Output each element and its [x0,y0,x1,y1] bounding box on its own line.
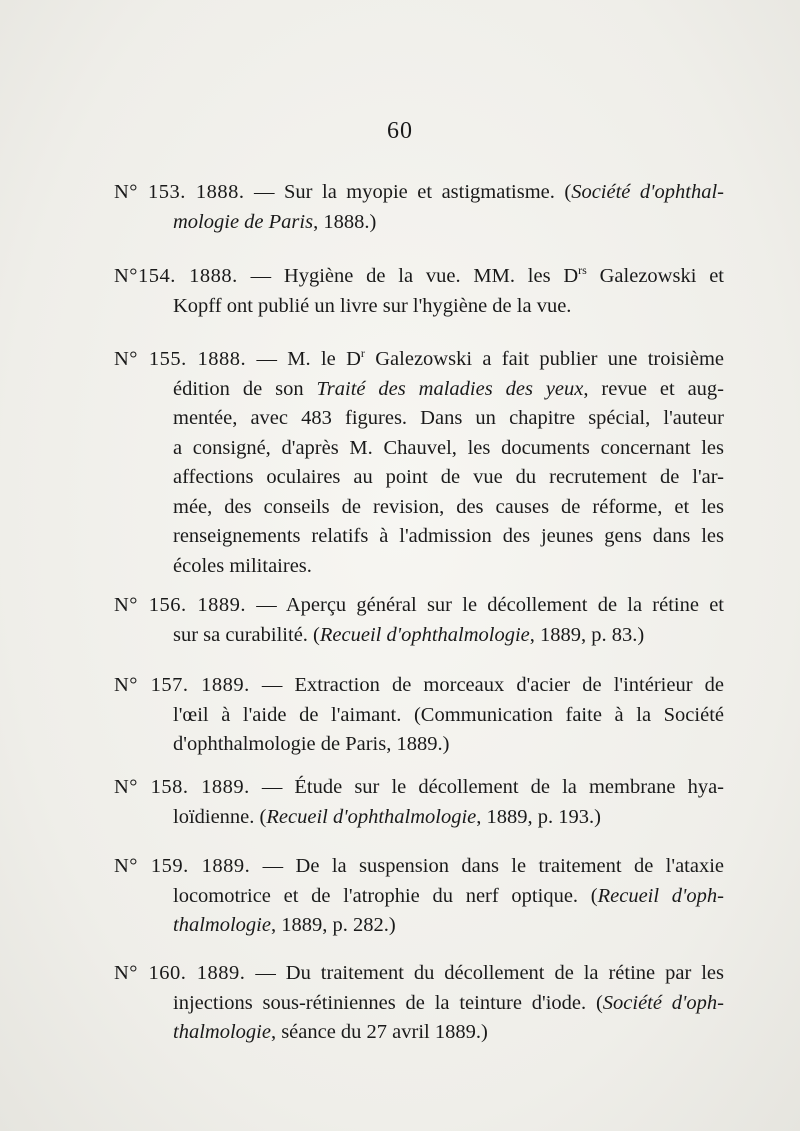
entry-text: — Extraction de morceaux d'acier de l'intérieur de [261,674,724,696]
entry-159-line-2 [114,882,724,912]
entry-italic: thalmologie [173,914,271,936]
entry-number: N° 153. 1888. [114,181,245,203]
entry-text: locomotrice et de l'atrophie du nerf optique. ( [173,884,598,907]
entry-number: N° 159. 1889. [114,855,251,877]
entry-159 [114,852,724,941]
entry-153 [114,178,724,237]
entry-text: Galezowski a fait publier une troisième [364,348,725,370]
entry-153-line-2 [114,208,724,238]
entry-155-line-8: écoles militaires. [173,554,312,577]
entry-text: Galezowski et [586,265,724,287]
entry-text: loïdienne. ( [173,805,267,828]
entry-number: N° 156. 1889. [114,594,246,616]
entry-text: , 1889, p. 282.) [270,914,396,936]
page-number: 60 [387,118,413,144]
entry-number: N° 157. 1889. [114,674,250,696]
entry-157-line-1 [114,671,724,701]
entry-155 [114,345,724,581]
entry-text: — Aperçu général sur le décollement de la rétine et [256,594,725,616]
entry-number: N° 158. 1889. [114,776,250,798]
entry-155-line-7: renseignements relatifs à l'admission des jeunes gens dans les [173,525,724,547]
entry-158-line-2 [114,803,724,833]
entry-154 [114,262,724,321]
entry-156-line-2 [114,621,724,651]
entry-text: — De la suspension dans le traitement de l'ataxie [262,855,725,877]
entry-158-line-1 [114,773,724,803]
entry-155-line-1 [114,345,724,375]
entry-text: , séance du 27 avril 1889.) [270,1021,488,1043]
entry-text: — Hygiène de la vue. MM. les D [250,265,579,287]
entry-number: N° 155. 1888. [114,348,247,370]
entry-text: — Du traitement du décollement de la rétine par les [255,962,724,984]
entry-160-line-3 [114,1018,724,1048]
entry-158 [114,773,724,832]
entry-155-line-5: affections oculaires au point de vue du recrutement de l'ar- [173,466,724,488]
entry-text: — Étude sur le décollement de la membrane hya- [261,776,725,798]
entry-text: injections sous-rétiniennes de la teinture d'iode. ( [173,991,603,1014]
entry-160-line-1 [114,959,724,989]
entry-text: , revue et aug- [583,377,725,400]
entry-text: — M. le D [256,348,361,370]
entry-159-line-1 [114,852,724,882]
superscript: r [360,346,365,360]
entry-157 [114,671,724,760]
entry-text: , 1889, p. 83.) [529,623,645,646]
entry-160 [114,959,724,1048]
entry-italic: thalmologie [173,1021,271,1043]
entry-155-line-3: mentée, avec 483 figures. Dans un chapitre spécial, l'auteur [173,407,724,429]
entry-156-line-1 [114,591,724,621]
entry-number: N° 160. 1889. [114,962,246,984]
entry-italic: Société d'ophthal- [571,181,724,203]
entry-155-line-2 [114,375,724,405]
entry-text: sur sa curabilité. ( [173,623,320,646]
entry-155-line-4: a consigné, d'après M. Chauvel, les documents concernant les [173,436,724,459]
superscript: rs [578,263,587,277]
entry-italic: Société d'oph- [602,991,724,1014]
entry-154-line-1 [114,262,724,292]
entry-italic: Recueil d'ophthalmologie [266,805,477,828]
entry-157-line-2: l'œil à l'aide de l'aimant. (Communication faite à la Société [173,703,724,726]
entry-text: édition de son [173,377,317,400]
entry-157-line-3: d'ophthalmologie de Paris, 1889.) [173,733,450,755]
entry-italic: Recueil d'oph- [597,884,724,907]
entry-italic: Recueil d'ophthalmologie [319,623,530,646]
entry-number: N°154. 1888. [114,265,238,287]
entry-154-line-2 [114,292,724,322]
entry-160-line-2 [114,989,724,1019]
entry-italic: mologie de Paris [173,210,314,233]
entry-text: — Sur la myopie et astigmatisme. ( [254,181,572,203]
entry-text: Kopff ont publié un livre sur l'hygiène de la vue. [173,294,572,317]
entry-text: , 1888.) [313,210,377,233]
entry-153-line-1 [114,178,724,208]
entry-text: , 1889, p. 193.) [476,805,601,828]
entry-156 [114,591,724,650]
entry-159-line-3 [114,911,724,941]
entry-155-line-6: mée, des conseils de revision, des causes de réforme, et les [173,495,724,518]
entry-italic: Traité des maladies des yeux [316,377,584,400]
